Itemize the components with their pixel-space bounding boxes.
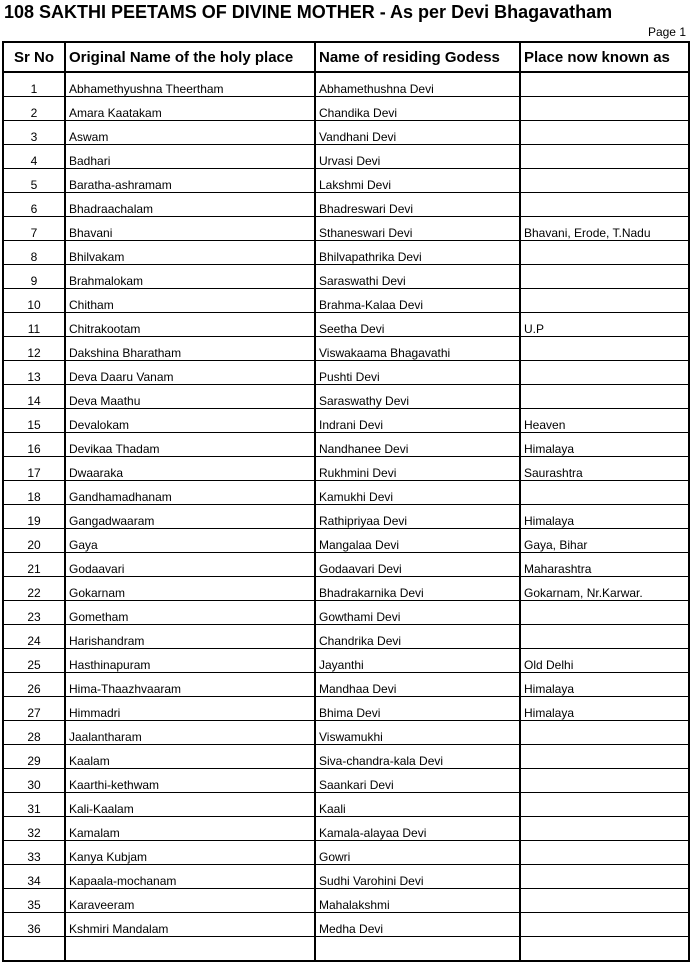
now-known-as-cell (520, 241, 689, 265)
goddess-cell: Gowri (315, 841, 520, 865)
now-known-as-cell (520, 385, 689, 409)
goddess-cell: Pushti Devi (315, 361, 520, 385)
column-header-original-name: Original Name of the holy place (65, 42, 315, 72)
table-row (3, 457, 689, 481)
table-row (3, 721, 689, 745)
now-known-as-cell (520, 793, 689, 817)
sr-no-cell: 3 (3, 121, 65, 145)
original-name-cell: Kaarthi-kethwam (65, 769, 315, 793)
goddess-cell: Chandrika Devi (315, 625, 520, 649)
now-known-as-cell (520, 265, 689, 289)
sr-no-cell: 2 (3, 97, 65, 121)
goddess-cell: Lakshmi Devi (315, 169, 520, 193)
sr-no-cell: 19 (3, 505, 65, 529)
original-name-cell: Chitham (65, 289, 315, 313)
goddess-cell: Indrani Devi (315, 409, 520, 433)
now-known-as-cell (520, 193, 689, 217)
sr-no-cell: 24 (3, 625, 65, 649)
original-name-cell: Himmadri (65, 697, 315, 721)
original-name-cell (65, 937, 315, 962)
now-known-as-cell: Old Delhi (520, 649, 689, 673)
sr-no-cell: 13 (3, 361, 65, 385)
table-header-row (3, 42, 689, 72)
goddess-cell: Mangalaa Devi (315, 529, 520, 553)
now-known-as-cell (520, 625, 689, 649)
goddess-cell: Seetha Devi (315, 313, 520, 337)
goddess-cell: Chandika Devi (315, 97, 520, 121)
original-name-cell: Chitrakootam (65, 313, 315, 337)
sr-no-cell: 36 (3, 913, 65, 937)
goddess-cell: Mahalakshmi (315, 889, 520, 913)
goddess-cell: Viswakaama Bhagavathi (315, 337, 520, 361)
original-name-cell: Kanya Kubjam (65, 841, 315, 865)
sr-no-cell: 31 (3, 793, 65, 817)
goddess-cell: Vandhani Devi (315, 121, 520, 145)
table-row (3, 409, 689, 433)
table-row (3, 577, 689, 601)
sr-no-cell: 26 (3, 673, 65, 697)
sr-no-cell: 23 (3, 601, 65, 625)
sr-no-cell: 15 (3, 409, 65, 433)
original-name-cell: Hasthinapuram (65, 649, 315, 673)
original-name-cell: Kshmiri Mandalam (65, 913, 315, 937)
now-known-as-cell: Himalaya (520, 433, 689, 457)
goddess-cell: Saraswathy Devi (315, 385, 520, 409)
original-name-cell: Badhari (65, 145, 315, 169)
sr-no-cell: 32 (3, 817, 65, 841)
goddess-cell: Sudhi Varohini Devi (315, 865, 520, 889)
goddess-cell: Bhilvapathrika Devi (315, 241, 520, 265)
table-row (3, 481, 689, 505)
table-row (3, 193, 689, 217)
column-header-now-known-as: Place now known as (520, 42, 689, 72)
table-row (3, 841, 689, 865)
original-name-cell: Kamalam (65, 817, 315, 841)
table-row (3, 865, 689, 889)
peetams-table (2, 41, 690, 962)
now-known-as-cell (520, 601, 689, 625)
goddess-cell: Kaali (315, 793, 520, 817)
page-number: Page 1 (647, 25, 686, 39)
goddess-cell: Gowthami Devi (315, 601, 520, 625)
original-name-cell: Gokarnam (65, 577, 315, 601)
table-row (3, 769, 689, 793)
goddess-cell: Nandhanee Devi (315, 433, 520, 457)
original-name-cell: Aswam (65, 121, 315, 145)
sr-no-cell: 25 (3, 649, 65, 673)
sr-no-cell: 16 (3, 433, 65, 457)
sr-no-cell: 9 (3, 265, 65, 289)
goddess-cell: Bhadreswari Devi (315, 193, 520, 217)
table-row (3, 793, 689, 817)
now-known-as-cell (520, 72, 689, 97)
table-row (3, 361, 689, 385)
column-header-goddess: Name of residing Godess (315, 42, 520, 72)
goddess-cell: Saankari Devi (315, 769, 520, 793)
table-row (3, 529, 689, 553)
goddess-cell: Rukhmini Devi (315, 457, 520, 481)
document-title: 108 SAKTHI PEETAMS OF DIVINE MOTHER - As per Devi Bhagavatham (4, 2, 613, 22)
now-known-as-cell (520, 865, 689, 889)
table-row (3, 673, 689, 697)
column-header-sr-no: Sr No (3, 42, 65, 72)
goddess-cell: Abhamethushna Devi (315, 72, 520, 97)
now-known-as-cell (520, 889, 689, 913)
original-name-cell: Karaveeram (65, 889, 315, 913)
sr-no-cell (3, 937, 65, 962)
now-known-as-cell (520, 169, 689, 193)
sr-no-cell: 8 (3, 241, 65, 265)
table-row (3, 505, 689, 529)
sr-no-cell: 6 (3, 193, 65, 217)
original-name-cell: Kali-Kaalam (65, 793, 315, 817)
original-name-cell: Gangadwaaram (65, 505, 315, 529)
original-name-cell: Gometham (65, 601, 315, 625)
table-row (3, 145, 689, 169)
table-row (3, 433, 689, 457)
goddess-cell: Sthaneswari Devi (315, 217, 520, 241)
now-known-as-cell: Himalaya (520, 697, 689, 721)
goddess-cell: Brahma-Kalaa Devi (315, 289, 520, 313)
goddess-cell: Kamala-alayaa Devi (315, 817, 520, 841)
now-known-as-cell (520, 937, 689, 962)
now-known-as-cell: Bhavani, Erode, T.Nadu (520, 217, 689, 241)
table-row (3, 97, 689, 121)
sr-no-cell: 21 (3, 553, 65, 577)
original-name-cell: Dwaaraka (65, 457, 315, 481)
table-row (3, 72, 689, 97)
sr-no-cell: 11 (3, 313, 65, 337)
sr-no-cell: 7 (3, 217, 65, 241)
table-row (3, 265, 689, 289)
original-name-cell: Baratha-ashramam (65, 169, 315, 193)
table-row (3, 817, 689, 841)
now-known-as-cell (520, 721, 689, 745)
goddess-cell: Bhima Devi (315, 697, 520, 721)
sr-no-cell: 20 (3, 529, 65, 553)
now-known-as-cell: Himalaya (520, 673, 689, 697)
sr-no-cell: 4 (3, 145, 65, 169)
table-row (3, 289, 689, 313)
sr-no-cell: 30 (3, 769, 65, 793)
now-known-as-cell: Himalaya (520, 505, 689, 529)
sr-no-cell: 29 (3, 745, 65, 769)
original-name-cell: Gandhamadhanam (65, 481, 315, 505)
table-row (3, 313, 689, 337)
sr-no-cell: 12 (3, 337, 65, 361)
sr-no-cell: 28 (3, 721, 65, 745)
original-name-cell: Bhilvakam (65, 241, 315, 265)
original-name-cell: Dakshina Bharatham (65, 337, 315, 361)
table-row (3, 553, 689, 577)
original-name-cell: Kaalam (65, 745, 315, 769)
original-name-cell: Gaya (65, 529, 315, 553)
original-name-cell: Deva Daaru Vanam (65, 361, 315, 385)
now-known-as-cell (520, 121, 689, 145)
original-name-cell: Bhadraachalam (65, 193, 315, 217)
table-row (3, 649, 689, 673)
goddess-cell: Jayanthi (315, 649, 520, 673)
goddess-cell: Saraswathi Devi (315, 265, 520, 289)
goddess-cell: Kamukhi Devi (315, 481, 520, 505)
table-row (3, 745, 689, 769)
now-known-as-cell (520, 481, 689, 505)
table-row (3, 889, 689, 913)
table-row (3, 169, 689, 193)
now-known-as-cell (520, 841, 689, 865)
table-row (3, 337, 689, 361)
now-known-as-cell (520, 769, 689, 793)
goddess-cell: Urvasi Devi (315, 145, 520, 169)
table-row (3, 601, 689, 625)
goddess-cell (315, 937, 520, 962)
now-known-as-cell (520, 913, 689, 937)
table-row (3, 385, 689, 409)
now-known-as-cell: Heaven (520, 409, 689, 433)
goddess-cell: Bhadrakarnika Devi (315, 577, 520, 601)
original-name-cell: Harishandram (65, 625, 315, 649)
sr-no-cell: 22 (3, 577, 65, 601)
original-name-cell: Jaalantharam (65, 721, 315, 745)
sr-no-cell: 1 (3, 72, 65, 97)
original-name-cell: Brahmalokam (65, 265, 315, 289)
now-known-as-cell (520, 361, 689, 385)
sr-no-cell: 35 (3, 889, 65, 913)
table-row (3, 241, 689, 265)
now-known-as-cell: Maharashtra (520, 553, 689, 577)
original-name-cell: Godaavari (65, 553, 315, 577)
now-known-as-cell (520, 337, 689, 361)
goddess-cell: Godaavari Devi (315, 553, 520, 577)
original-name-cell: Kapaala-mochanam (65, 865, 315, 889)
goddess-cell: Siva-chandra-kala Devi (315, 745, 520, 769)
table-row (3, 913, 689, 937)
table-row (3, 217, 689, 241)
now-known-as-cell (520, 97, 689, 121)
original-name-cell: Hima-Thaazhvaaram (65, 673, 315, 697)
original-name-cell: Amara Kaatakam (65, 97, 315, 121)
now-known-as-cell (520, 817, 689, 841)
sr-no-cell: 17 (3, 457, 65, 481)
original-name-cell: Deva Maathu (65, 385, 315, 409)
goddess-cell: Medha Devi (315, 913, 520, 937)
goddess-cell: Rathipriyaa Devi (315, 505, 520, 529)
sr-no-cell: 5 (3, 169, 65, 193)
original-name-cell: Bhavani (65, 217, 315, 241)
now-known-as-cell: Saurashtra (520, 457, 689, 481)
table-row (3, 121, 689, 145)
sr-no-cell: 14 (3, 385, 65, 409)
sr-no-cell: 27 (3, 697, 65, 721)
now-known-as-cell: Gokarnam, Nr.Karwar. (520, 577, 689, 601)
goddess-cell: Viswamukhi (315, 721, 520, 745)
now-known-as-cell (520, 289, 689, 313)
table-row (3, 937, 689, 962)
table-row (3, 625, 689, 649)
now-known-as-cell: U.P (520, 313, 689, 337)
original-name-cell: Devalokam (65, 409, 315, 433)
goddess-cell: Mandhaa Devi (315, 673, 520, 697)
now-known-as-cell (520, 145, 689, 169)
sr-no-cell: 33 (3, 841, 65, 865)
table-row (3, 697, 689, 721)
now-known-as-cell (520, 745, 689, 769)
sr-no-cell: 34 (3, 865, 65, 889)
sr-no-cell: 10 (3, 289, 65, 313)
now-known-as-cell: Gaya, Bihar (520, 529, 689, 553)
original-name-cell: Devikaa Thadam (65, 433, 315, 457)
sr-no-cell: 18 (3, 481, 65, 505)
original-name-cell: Abhamethyushna Theertham (65, 72, 315, 97)
